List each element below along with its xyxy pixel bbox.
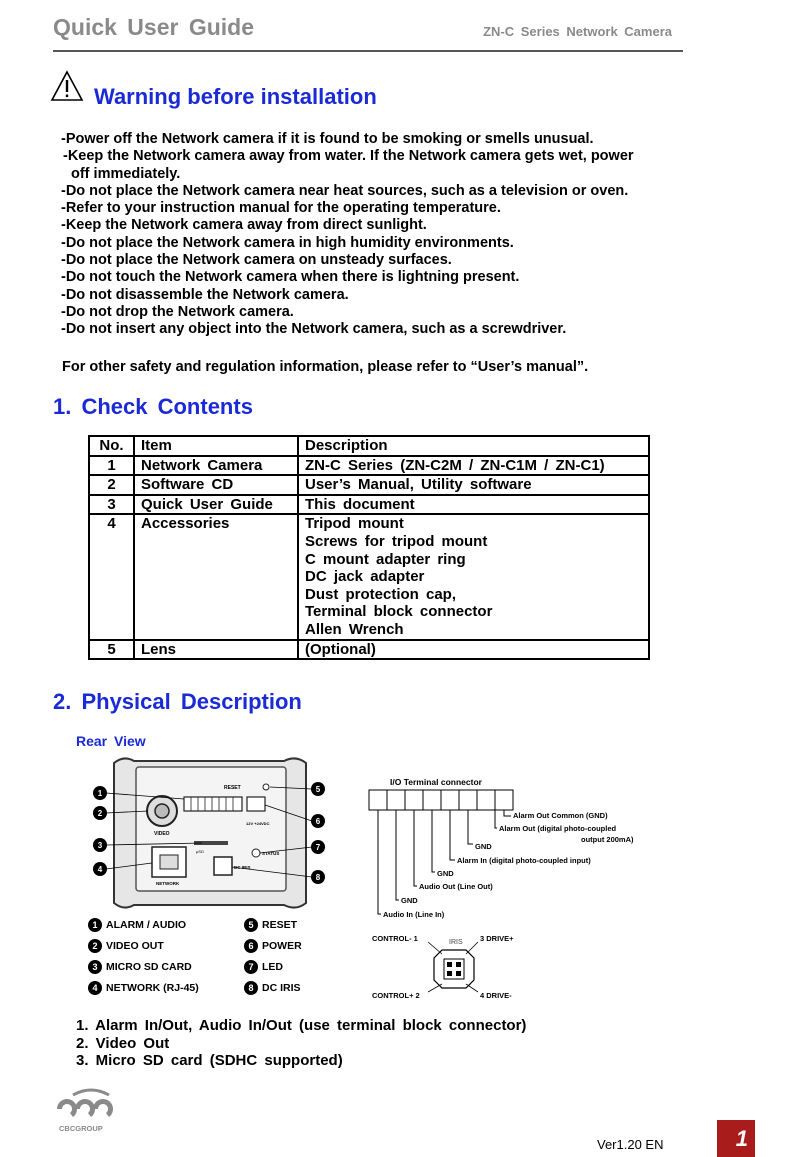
section-physical-description-heading: 2. Physical Description <box>53 689 302 714</box>
legend-number: 3 <box>88 960 102 974</box>
callout-number: 7 <box>315 843 321 852</box>
network-label: NETWORK <box>156 881 180 886</box>
accessory-item: Terminal block connector <box>305 603 493 621</box>
terminal-block <box>369 790 513 810</box>
row-no: 3 <box>89 495 134 515</box>
legend-item <box>88 981 199 995</box>
iris-pin-label: 3 DRIVE+ <box>480 934 514 943</box>
legend-item <box>244 960 283 974</box>
legend-number: 2 <box>88 939 102 953</box>
terminal-label: Audio Out (Line Out) <box>419 882 493 891</box>
warning-line: -Do not place the Network camera on unsteady surfaces. <box>61 252 452 269</box>
terminal-label: GND <box>437 869 454 878</box>
iris-pin-label: 4 DRIVE- <box>480 991 512 1000</box>
warning-heading: Warning before installation <box>94 84 377 109</box>
logo-text: CBCGROUP <box>59 1124 103 1133</box>
io-terminal-diagram <box>365 772 655 922</box>
column-header-item: Item <box>134 436 298 456</box>
page-number: 1 <box>717 1120 755 1157</box>
warning-line: off immediately. <box>71 165 181 182</box>
status-label: STATUS <box>262 851 280 856</box>
table-row <box>89 495 649 515</box>
callout-number: 5 <box>315 785 321 794</box>
legend-label: MICRO SD CARD <box>106 961 192 973</box>
terminal-label: Audio In (Line In) <box>383 910 445 919</box>
feature-list <box>76 1017 526 1070</box>
warning-line: -Do not insert any object into the Network camera, such as a screwdriver. <box>61 321 567 338</box>
callout-number: 8 <box>315 873 321 882</box>
terminal-label: Alarm Out Common (GND) <box>513 811 608 820</box>
feature-item: 1. Alarm In/Out, Audio In/Out (use terminal block connector) <box>76 1017 527 1034</box>
row-no: 5 <box>89 640 134 660</box>
legend-number: 4 <box>88 981 102 995</box>
table-header-row <box>89 436 649 456</box>
row-item: Quick User Guide <box>134 495 298 515</box>
terminal-label: output 200mA) <box>581 835 634 844</box>
row-description: ZN-C Series (ZN-C2M / ZN-C1M / ZN-C1) <box>298 456 649 476</box>
reset-label: RESET <box>224 785 241 791</box>
dc-label: 12V +24VDC <box>246 821 270 826</box>
legend-item <box>244 981 301 995</box>
warning-line: -Keep the Network camera away from direct sunlight. <box>61 217 427 234</box>
reset-button <box>263 784 269 790</box>
warning-line: -Do not place the Network camera near heat sources, such as a television or oven. <box>61 182 629 199</box>
callout-number: 6 <box>315 817 321 826</box>
legend-label: VIDEO OUT <box>106 940 164 952</box>
legend-item <box>244 939 302 953</box>
legend-label: LED <box>262 961 283 973</box>
warning-line: -Keep the Network camera away from water. If the Network camera gets wet, power <box>63 148 634 165</box>
version-label: Ver1.20 EN <box>597 1137 664 1152</box>
accessory-item: Screws for tripod mount <box>305 532 488 550</box>
row-description <box>298 514 649 639</box>
callout-number: 1 <box>97 789 103 798</box>
column-header-no: No. <box>89 436 134 456</box>
row-item: Software CD <box>134 475 298 495</box>
header-divider <box>53 50 683 52</box>
terminal-label: GND <box>401 896 418 905</box>
dc-iris-label: DC IRIS <box>234 865 251 870</box>
warning-line: -Do not disassemble the Network camera. <box>61 286 349 303</box>
row-item: Lens <box>134 640 298 660</box>
callout-number: 4 <box>97 865 103 874</box>
dc-iris-port <box>214 857 232 875</box>
warning-icon <box>50 70 84 102</box>
camera-rear-illustration <box>84 753 334 913</box>
terminal-label: Alarm Out (digital photo-coupled <box>499 824 617 833</box>
legend-label: POWER <box>262 940 302 952</box>
rear-view-label: Rear View <box>76 733 146 749</box>
status-led <box>252 849 260 857</box>
warning-line: -Power off the Network camera if it is found to be smoking or smells unusual. <box>61 131 594 147</box>
safety-note: For other safety and regulation information, please refer to “User’s manual”. <box>62 359 589 375</box>
series-title: ZN-C Series Network Camera <box>483 24 672 39</box>
legend-number: 6 <box>244 939 258 953</box>
guide-title: Quick User Guide <box>53 14 255 40</box>
legend-number: 8 <box>244 981 258 995</box>
legend-label: RESET <box>262 919 298 931</box>
table-row <box>89 456 649 476</box>
video-label: VIDEO <box>154 831 170 837</box>
legend-number: 5 <box>244 918 258 932</box>
terminal-label: Alarm In (digital photo-coupled input) <box>457 856 591 865</box>
legend-item <box>88 918 186 932</box>
table-row <box>89 475 649 495</box>
warning-list <box>61 131 701 339</box>
row-no: 2 <box>89 475 134 495</box>
legend-item <box>88 960 192 974</box>
iris-pin-label: CONTROL+ 2 <box>372 991 420 1000</box>
section-check-contents-heading: 1. Check Contents <box>53 394 253 419</box>
sd-label: µSD <box>196 849 204 854</box>
legend-number: 1 <box>88 918 102 932</box>
warning-line: -Do not touch the Network camera when there is lightning present. <box>61 269 520 286</box>
contents-table <box>88 435 650 660</box>
legend-item <box>244 918 297 932</box>
callout-number: 3 <box>97 841 103 850</box>
row-no: 4 <box>89 514 134 639</box>
power-terminal <box>247 797 265 811</box>
iris-pin-label: CONTROL- 1 <box>372 934 418 943</box>
legend-label: ALARM / AUDIO <box>106 919 187 931</box>
terminal-title: I/O Terminal connector <box>390 777 482 787</box>
legend-item <box>88 939 164 953</box>
accessory-item: Allen Wrench <box>305 620 404 638</box>
table-row <box>89 640 649 660</box>
table-row <box>89 514 649 639</box>
row-description: (Optional) <box>298 640 649 660</box>
iris-connector-diagram <box>370 930 535 1002</box>
row-no: 1 <box>89 456 134 476</box>
feature-item: 3. Micro SD card (SDHC supported) <box>76 1052 343 1070</box>
row-item: Network Camera <box>134 456 298 476</box>
row-description: User’s Manual, Utility software <box>298 475 649 495</box>
warning-line: -Refer to your instruction manual for the operating temperature. <box>61 200 501 217</box>
accessory-item: Dust protection cap, <box>305 585 457 603</box>
warning-line: -Do not place the Network camera in high humidity environments. <box>61 234 514 251</box>
callout-number: 2 <box>97 809 103 818</box>
row-description: This document <box>298 495 649 515</box>
accessory-item: C mount adapter ring <box>305 550 466 568</box>
accessory-item: DC jack adapter <box>305 568 425 586</box>
cbc-group-logo <box>53 1087 133 1135</box>
legend-label: NETWORK (RJ-45) <box>106 982 199 994</box>
feature-item: 2. Video Out <box>76 1034 170 1052</box>
legend-label: DC IRIS <box>262 982 301 994</box>
row-item: Accessories <box>134 514 298 639</box>
warning-line: -Do not drop the Network camera. <box>61 303 294 320</box>
accessory-item: Tripod mount <box>305 515 404 533</box>
terminal-label: GND <box>475 842 492 851</box>
column-header-description: Description <box>298 436 649 456</box>
iris-title: IRIS <box>449 939 463 946</box>
legend-number: 7 <box>244 960 258 974</box>
